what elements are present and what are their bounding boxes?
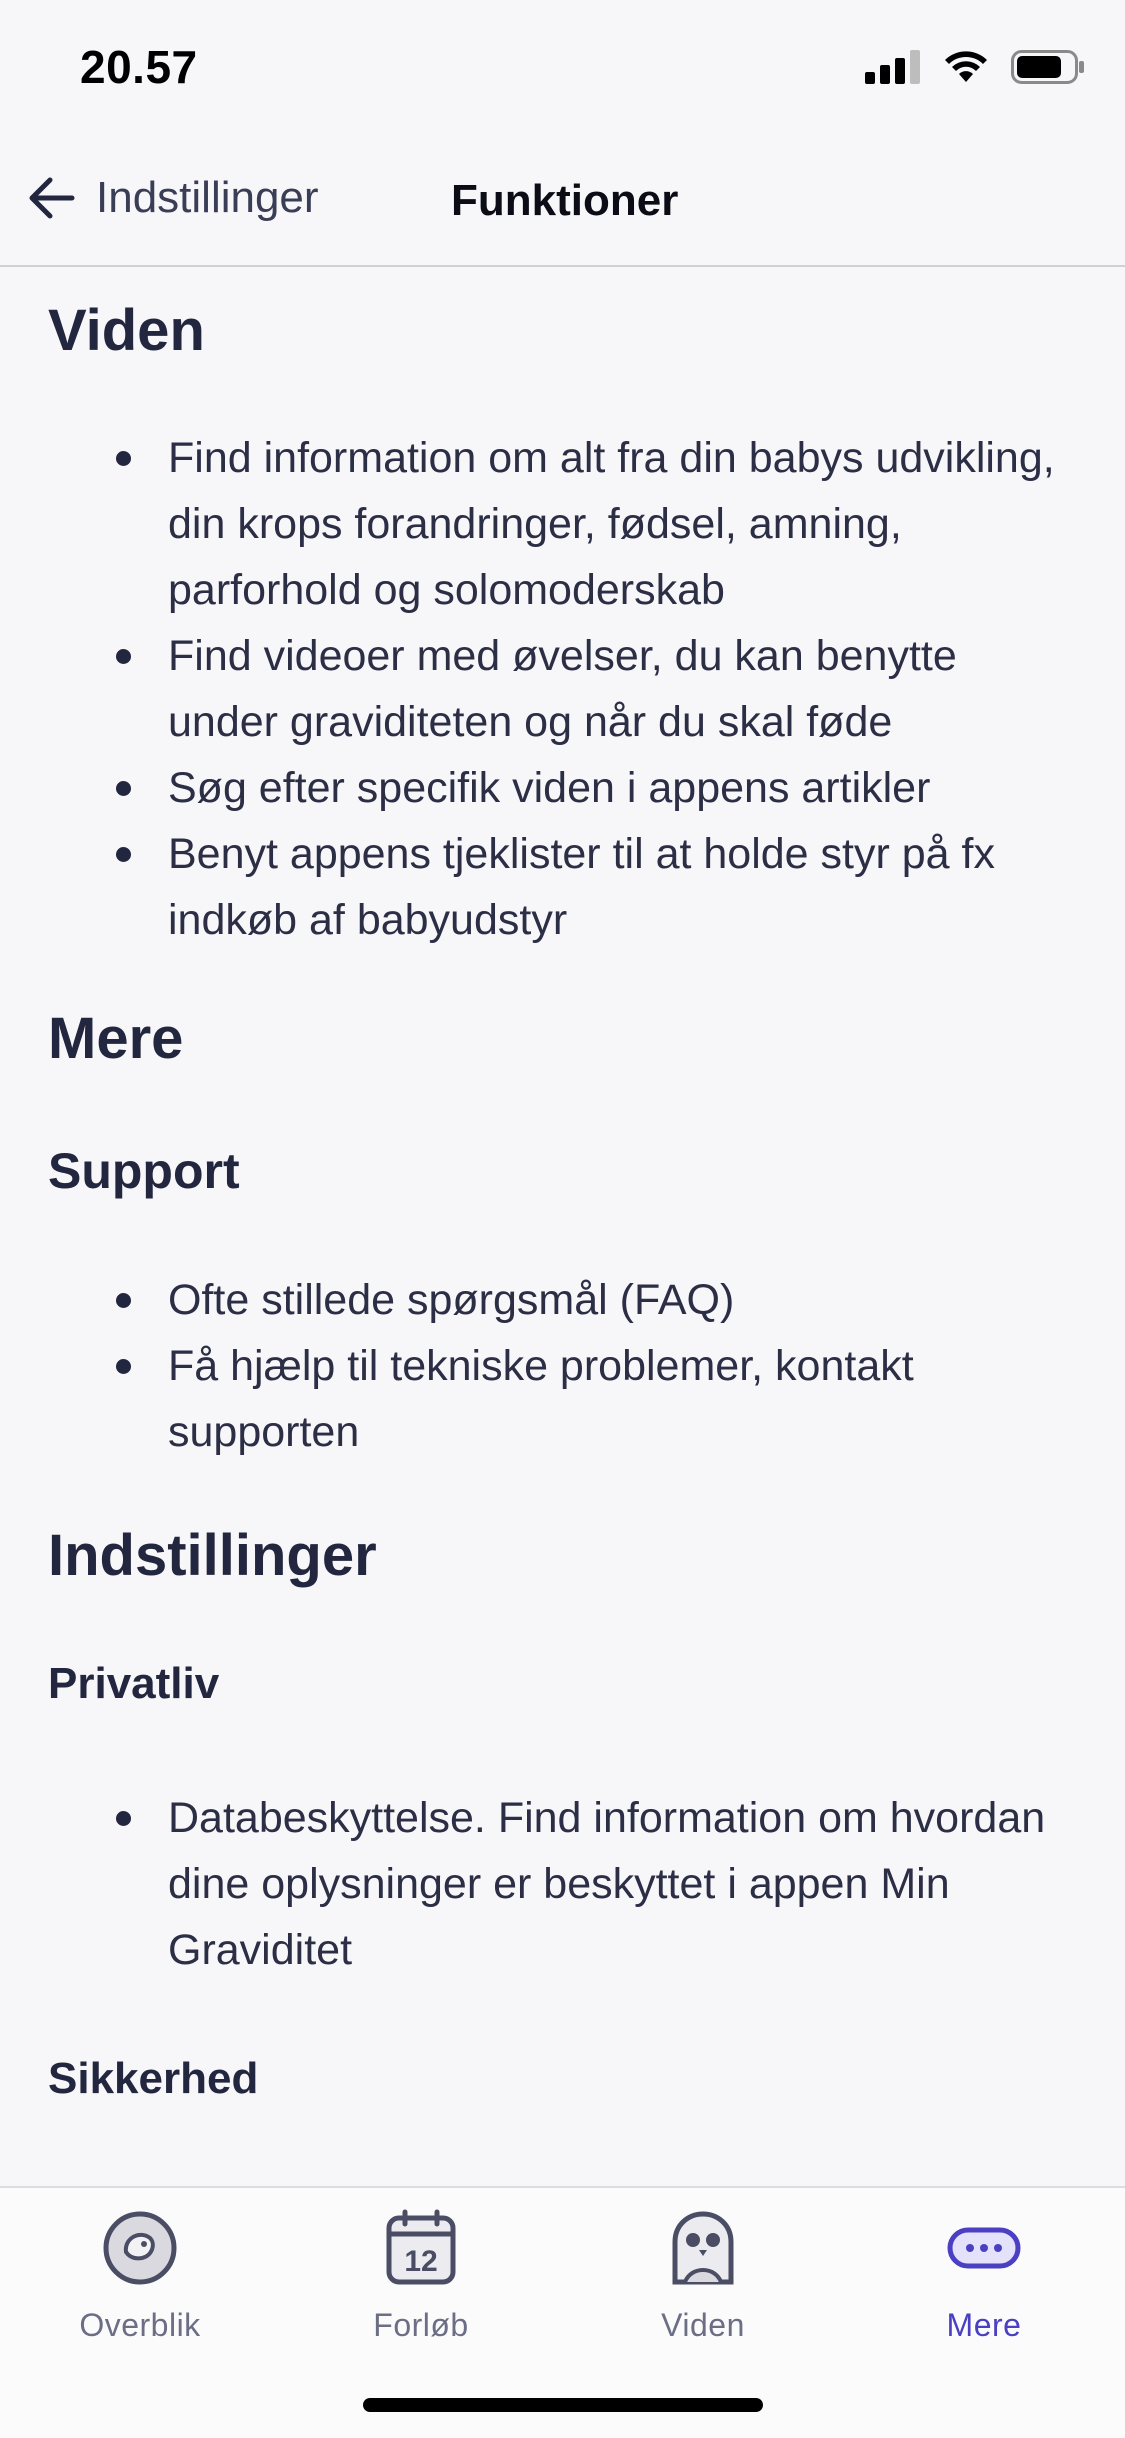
privatliv-list [0,1785,1125,1983]
arrow-left-icon [26,172,78,224]
list-item: Databeskyttelse. Find information om hvordan dine oplysninger er beskyttet i appen Min Graviditet [0,1785,1125,1983]
wifi-icon [943,50,989,84]
page-title: Funktioner [451,176,679,225]
tab-overblik[interactable] [40,2208,240,2344]
list-item: Find information om alt fra din babys udvikling, din krops forandringer, fødsel, amning, parforhold og solomoderskab [0,425,1125,623]
viden-list [0,425,1125,953]
section-title-privatliv: Privatliv [48,1659,220,1708]
home-indicator [363,2398,763,2412]
owl-icon [663,2208,743,2288]
section-title-support: Support [48,1143,240,1199]
tab-forloeb[interactable] [321,2208,521,2344]
list-item: Ofte stillede spørgsmål (FAQ) [0,1267,1125,1333]
section-title-indstillinger: Indstillinger [48,1523,377,1588]
back-button[interactable] [26,172,319,224]
tab-label: Forløb [373,2307,469,2343]
tab-viden[interactable] [603,2208,803,2344]
list-item: Find videoer med øvelser, du kan benytte under graviditeten og når du skal føde [0,623,1125,755]
support-list [0,1267,1125,1465]
status-icons [865,50,1085,84]
tab-label: Overblik [79,2307,201,2343]
cellular-signal-icon [865,50,921,84]
content-scroll-area[interactable] [0,267,1125,2187]
calendar-day: 12 [404,2245,438,2278]
more-icon [944,2208,1024,2288]
tab-label: Viden [661,2307,745,2343]
list-item: Få hjælp til tekniske problemer, kontakt supporten [0,1333,1125,1465]
list-item: Søg efter specifik viden i appens artikler [0,755,1125,821]
back-label: Indstillinger [96,173,319,222]
section-title-sikkerhed: Sikkerhed [48,2054,259,2103]
tab-mere[interactable] [884,2208,1084,2344]
battery-icon [1011,50,1085,84]
status-time: 20.57 [80,41,198,93]
section-title-mere: Mere [48,1006,184,1071]
calendar-icon [381,2208,461,2288]
list-item: Benyt appens tjeklister til at holde styr på fx indkøb af babyudstyr [0,821,1125,953]
navigation-bar [0,140,1125,267]
status-bar [0,0,1125,140]
tab-label: Mere [946,2307,1022,2343]
section-title-viden: Viden [48,298,205,363]
overview-icon [100,2208,180,2288]
